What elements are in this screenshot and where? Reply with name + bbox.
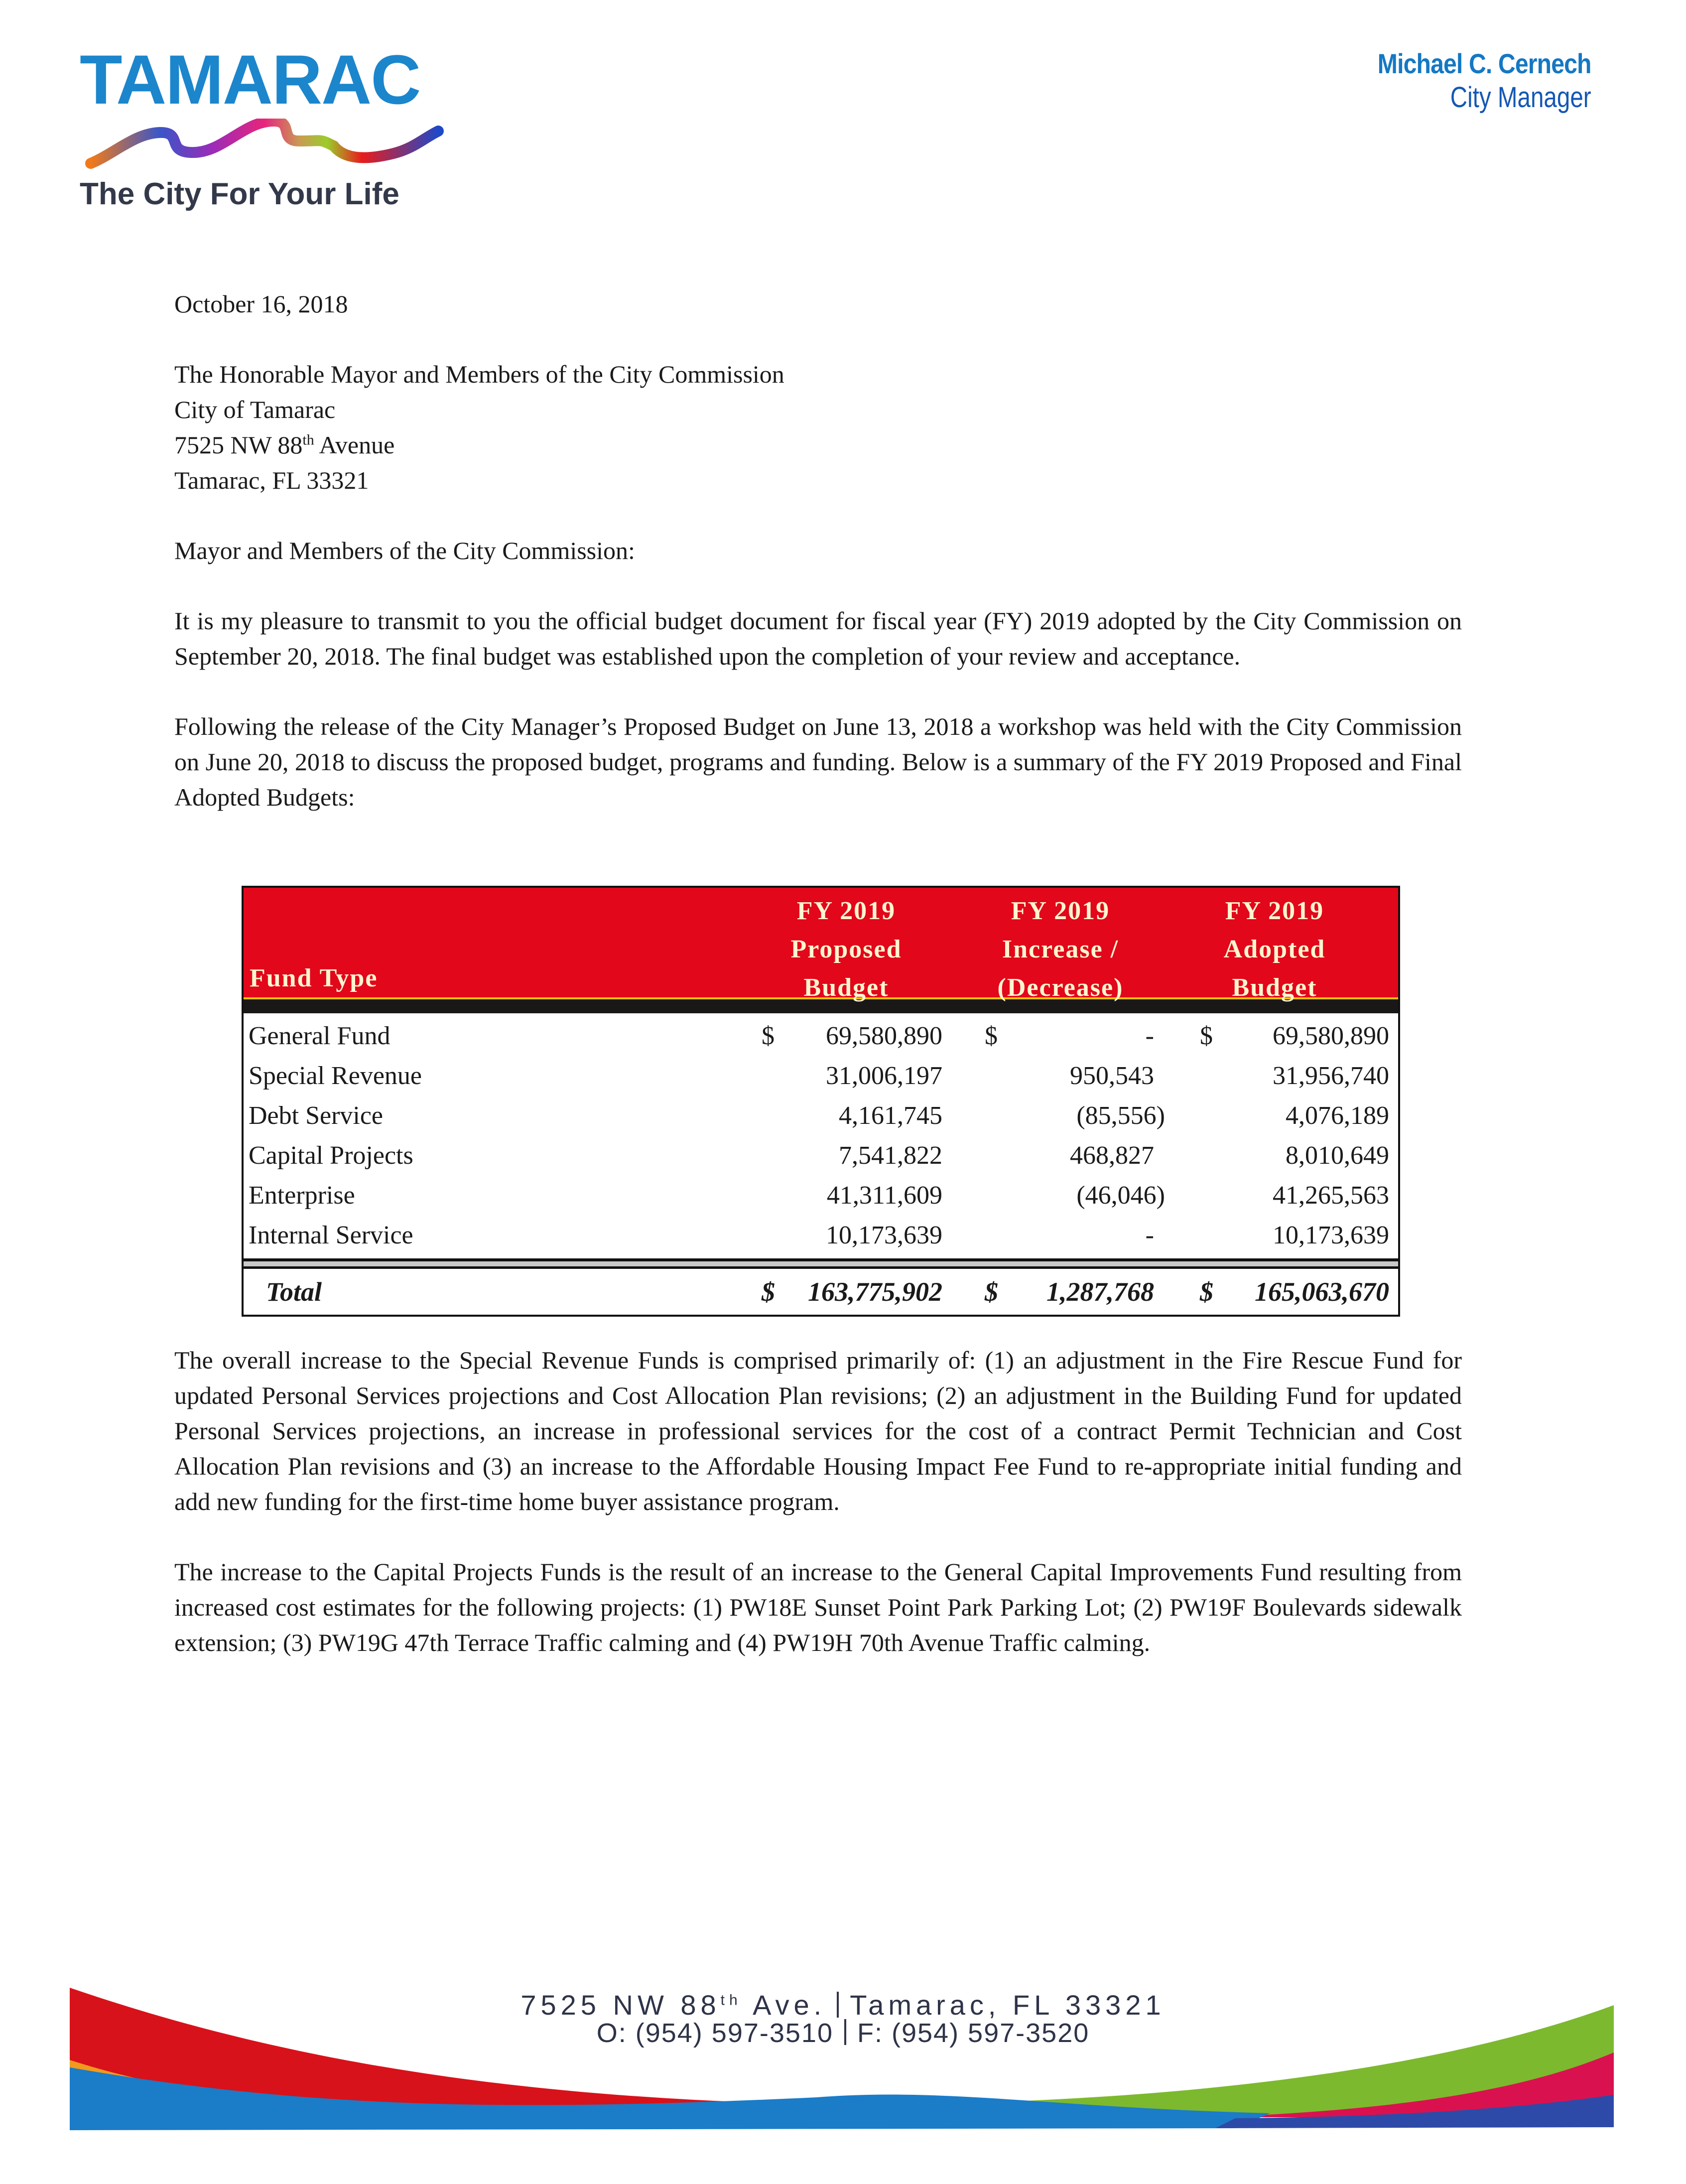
logo-tagline: The City For Your Life [80, 177, 399, 211]
table-row [244, 1096, 1398, 1136]
fund-name: Enterprise [249, 1181, 355, 1210]
recipient-address [174, 357, 1462, 498]
rainbow-swoosh-icon [85, 119, 448, 173]
header-proposed: FY 2019 Proposed Budget [790, 897, 902, 1002]
currency-symbol: $ [1200, 1277, 1213, 1307]
paragraph-intro: It is my pleasure to transmit to you the official budget document for fiscal year (FY) 2019 adopted by the City Commission on September 20, 2018. The final budget was established upon the completion of your review and acceptance. [174, 607, 1462, 670]
proposed-amount: 10,173,639 [826, 1221, 942, 1249]
adopted-amount: 41,265,563 [1273, 1181, 1389, 1210]
budget-summary-table [242, 886, 1400, 1317]
fund-name: Capital Projects [249, 1141, 413, 1170]
header-fund-type: Fund Type [250, 964, 378, 992]
table-row [244, 1016, 1398, 1056]
table-row [244, 1216, 1398, 1255]
total-proposed: 163,775,902 [808, 1277, 942, 1307]
paragraph-special-revenue: The overall increase to the Special Revenue Funds is comprised primarily of: (1) an adjustment in the Fire Rescue Fund for updated Personal Services projections and Cost Allocation Plan revisions; (2) an adjustment in the Building Fund for updated Personal Services projections, an increase in professional services for the cost of a contract Permit Technician and Cost Allocation Plan revisions and (3) an increase to the Affordable Housing Impact Fee Fund to re-appropriate initial funding and add new funding for the first-time home buyer assistance program. [174, 1346, 1462, 1515]
proposed-amount: 31,006,197 [826, 1062, 942, 1090]
proposed-amount: 69,580,890 [826, 1022, 942, 1050]
change-amount: (46,046) [1076, 1181, 1165, 1210]
address-line: 7525 NW 88th Avenue [174, 431, 395, 459]
letter-body-continued [174, 1343, 1462, 1695]
header-change: FY 2019 Increase / (Decrease) [997, 897, 1124, 1002]
adopted-amount: 4,076,189 [1286, 1101, 1389, 1130]
letterhead-footer [0, 1968, 1686, 2132]
change-amount: (85,556) [1076, 1101, 1165, 1130]
currency-symbol: $ [985, 1022, 998, 1050]
currency-symbol: $ [762, 1022, 775, 1050]
total-change: 1,287,768 [1046, 1277, 1154, 1307]
logo-wordmark: TAMARAC [80, 40, 420, 119]
proposed-amount: 41,311,609 [826, 1181, 942, 1210]
footer-address: 7525 NW 88th Ave. Tamarac, FL 33321 [520, 1989, 1166, 2021]
table-total-row [244, 1269, 1398, 1315]
table-row [244, 1176, 1398, 1216]
fund-name: General Fund [249, 1022, 390, 1050]
signer-block [1343, 47, 1591, 114]
table-row [244, 1136, 1398, 1176]
change-amount: 950,543 [1070, 1062, 1154, 1090]
adopted-amount: 31,956,740 [1273, 1062, 1389, 1090]
salutation: Mayor and Members of the City Commission: [174, 537, 635, 564]
address-line: The Honorable Mayor and Members of the City Commission [174, 360, 784, 388]
currency-symbol: $ [762, 1277, 775, 1307]
currency-symbol: $ [1200, 1022, 1213, 1050]
change-amount: - [1145, 1022, 1154, 1050]
adopted-amount: 69,580,890 [1273, 1022, 1389, 1050]
adopted-amount: 8,010,649 [1286, 1141, 1389, 1170]
fund-name: Special Revenue [249, 1062, 422, 1090]
separator [837, 1992, 839, 2018]
letter-body [174, 286, 1462, 850]
proposed-amount: 7,541,822 [839, 1141, 942, 1170]
fund-name: Debt Service [249, 1101, 384, 1130]
separator [844, 2019, 846, 2045]
change-amount: - [1145, 1221, 1154, 1249]
total-divider [244, 1258, 1398, 1269]
signer-title: City Manager [1450, 81, 1591, 114]
total-adopted: 165,063,670 [1255, 1277, 1389, 1307]
signer-name: Michael C. Cernech [1378, 48, 1591, 79]
letter-date: October 16, 2018 [174, 290, 348, 318]
fund-name: Internal Service [249, 1221, 413, 1249]
currency-symbol: $ [985, 1277, 998, 1307]
footer-phone: O: (954) 597-3510 F: (954) 597-3520 [596, 2018, 1090, 2048]
address-line: City of Tamarac [174, 396, 336, 423]
address-line: Tamarac, FL 33321 [174, 466, 369, 494]
table-header [244, 888, 1398, 1002]
change-amount: 468,827 [1070, 1141, 1154, 1170]
city-logo [80, 40, 458, 212]
table-row [244, 1056, 1398, 1096]
paragraph-capital-projects: The increase to the Capital Projects Funds is the result of an increase to the General Capital Improvements Fund resulting from increased cost estimates for the following projects: (1) PW18E Sunset Point Park Parking Lot; (2) PW19F Boulevards sidewalk extension; (3) PW19G 47th Terrace Traffic calming and (4) PW19H 70th Avenue Traffic calming. [174, 1558, 1462, 1656]
proposed-amount: 4,161,745 [839, 1101, 942, 1130]
adopted-amount: 10,173,639 [1273, 1221, 1389, 1249]
paragraph-summary: Following the release of the City Manager’s Proposed Budget on June 13, 2018 a workshop was held with the City Commission on June 20, 2018 to discuss the proposed budget, programs and funding. Below is a summary of the FY 2019 Proposed and Final Adopted Budgets: [174, 712, 1462, 811]
header-adopted: FY 2019 Adopted Budget [1223, 897, 1326, 1002]
total-label: Total [266, 1277, 322, 1307]
